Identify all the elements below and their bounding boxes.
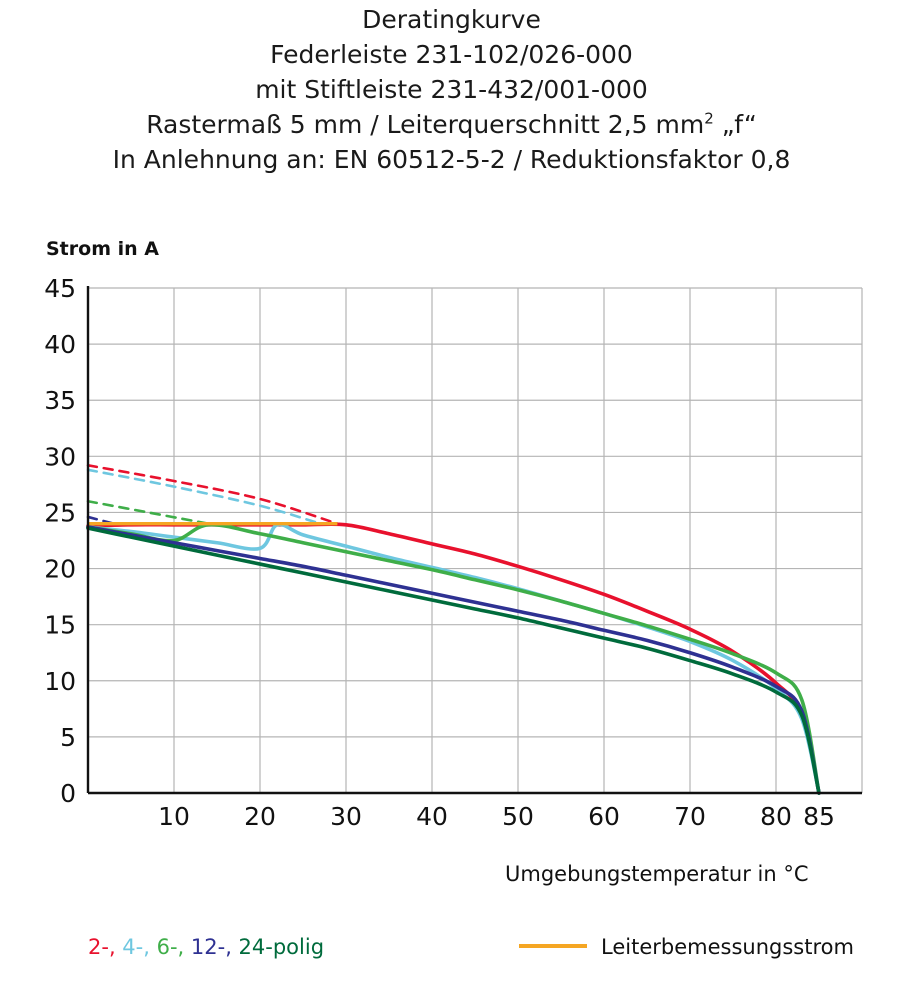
legend-rated-current (519, 935, 854, 959)
title-line-4-pre: Rastermaß 5 mm / Leiterquerschnitt 2,5 mm (146, 110, 705, 139)
legend-line-swatch-icon (519, 944, 587, 948)
svg-text:85: 85 (803, 802, 835, 831)
legend-pole-item: 24-polig (238, 935, 325, 959)
svg-text:30: 30 (330, 802, 362, 831)
chart-legend (0, 935, 903, 975)
svg-text:30: 30 (44, 442, 76, 472)
svg-text:20: 20 (244, 802, 276, 831)
svg-text:0: 0 (60, 779, 76, 808)
title-line-2: Federleiste 231-102/026-000 (270, 40, 633, 69)
x-axis-caption: Umgebungstemperatur in °C (505, 862, 809, 886)
svg-text:25: 25 (44, 498, 76, 528)
series-lines (88, 465, 819, 793)
svg-text:50: 50 (502, 802, 534, 831)
svg-text:35: 35 (44, 386, 76, 416)
svg-text:70: 70 (674, 802, 706, 831)
svg-text:45: 45 (44, 274, 76, 303)
svg-text:5: 5 (60, 722, 76, 752)
title-line-4-post: „f“ (713, 110, 757, 139)
legend-rated-current-label: Leiterbemessungsstrom (601, 935, 854, 959)
y-axis-caption: Strom in A (46, 238, 159, 260)
svg-text:15: 15 (44, 610, 76, 640)
svg-text:40: 40 (416, 802, 448, 831)
x-tick-labels (158, 802, 835, 831)
svg-text:80: 80 (760, 802, 792, 831)
svg-text:10: 10 (44, 666, 76, 696)
series-line (88, 470, 320, 524)
series-line (88, 527, 819, 793)
svg-text:40: 40 (44, 330, 76, 360)
legend-pole-item: 12-, (190, 935, 239, 959)
title-line-3: mit Stiftleiste 231-432/001-000 (255, 75, 648, 104)
svg-text:60: 60 (588, 802, 620, 831)
legend-pole-item: 6-, (156, 935, 191, 959)
title-line-5: In Anlehnung an: EN 60512-5-2 / Reduktionsfaktor 0,8 (112, 145, 791, 174)
legend-poles (88, 935, 324, 959)
title-line-4-superscript: 2 (704, 109, 714, 128)
legend-pole-item: 4-, (122, 935, 157, 959)
svg-text:10: 10 (158, 802, 190, 831)
title-line-1: Deratingkurve (362, 5, 541, 34)
legend-pole-item: 2-, (88, 935, 123, 959)
svg-text:20: 20 (44, 554, 76, 584)
y-tick-labels (44, 274, 76, 808)
